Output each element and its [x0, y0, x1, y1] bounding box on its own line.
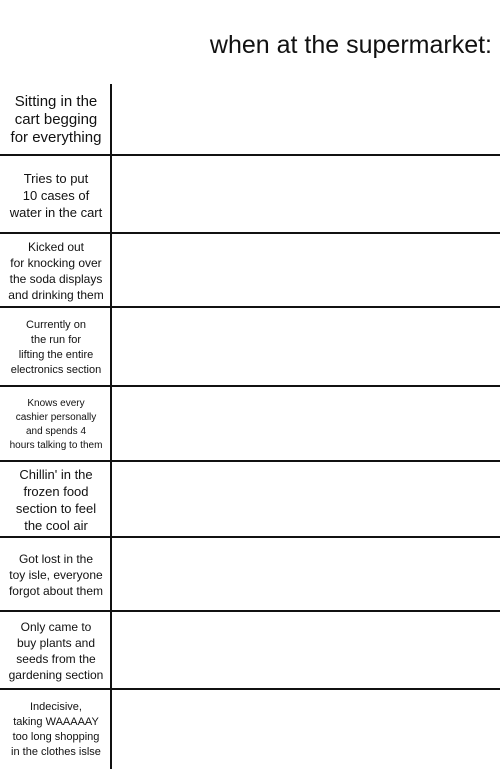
table-row [0, 387, 500, 462]
row-label: Indecisive, taking WAAAAAY too long shopping in the clothes islse [11, 700, 101, 758]
table-row [0, 538, 500, 612]
table-row [0, 84, 500, 156]
row-cell [112, 538, 500, 612]
row-label: Currently on the run for lifting the entire electronics section [10, 318, 102, 376]
row-cell [112, 612, 500, 690]
row-cell [112, 84, 500, 156]
table-row [0, 612, 500, 690]
row-label: Knows every cashier personally and spends 4 hours talking to them [9, 397, 103, 451]
row-label: Kicked out for knocking over the soda displays and drinking them [8, 240, 104, 302]
row-label: Chillin' in the frozen food section to feel the cool air [15, 467, 97, 533]
row-label: Tries to put 10 cases of water in the cart [9, 170, 103, 220]
table-row [0, 690, 500, 769]
row-cell [112, 156, 500, 234]
table-row [0, 156, 500, 234]
table-row [0, 234, 500, 308]
row-cell [112, 690, 500, 769]
row-cell [112, 462, 500, 538]
row-label: Sitting in the cart begging for everything [10, 93, 102, 146]
table-row [0, 308, 500, 387]
row-label: Got lost in the toy isle, everyone forgot about them [8, 552, 104, 598]
page-title: when at the supermarket: [209, 31, 492, 59]
row-cell [112, 308, 500, 387]
table-row [0, 462, 500, 538]
alignment-table [0, 84, 500, 769]
row-label: Only came to buy plants and seeds from the gardening section [8, 620, 104, 682]
row-cell [112, 387, 500, 462]
row-cell [112, 234, 500, 308]
